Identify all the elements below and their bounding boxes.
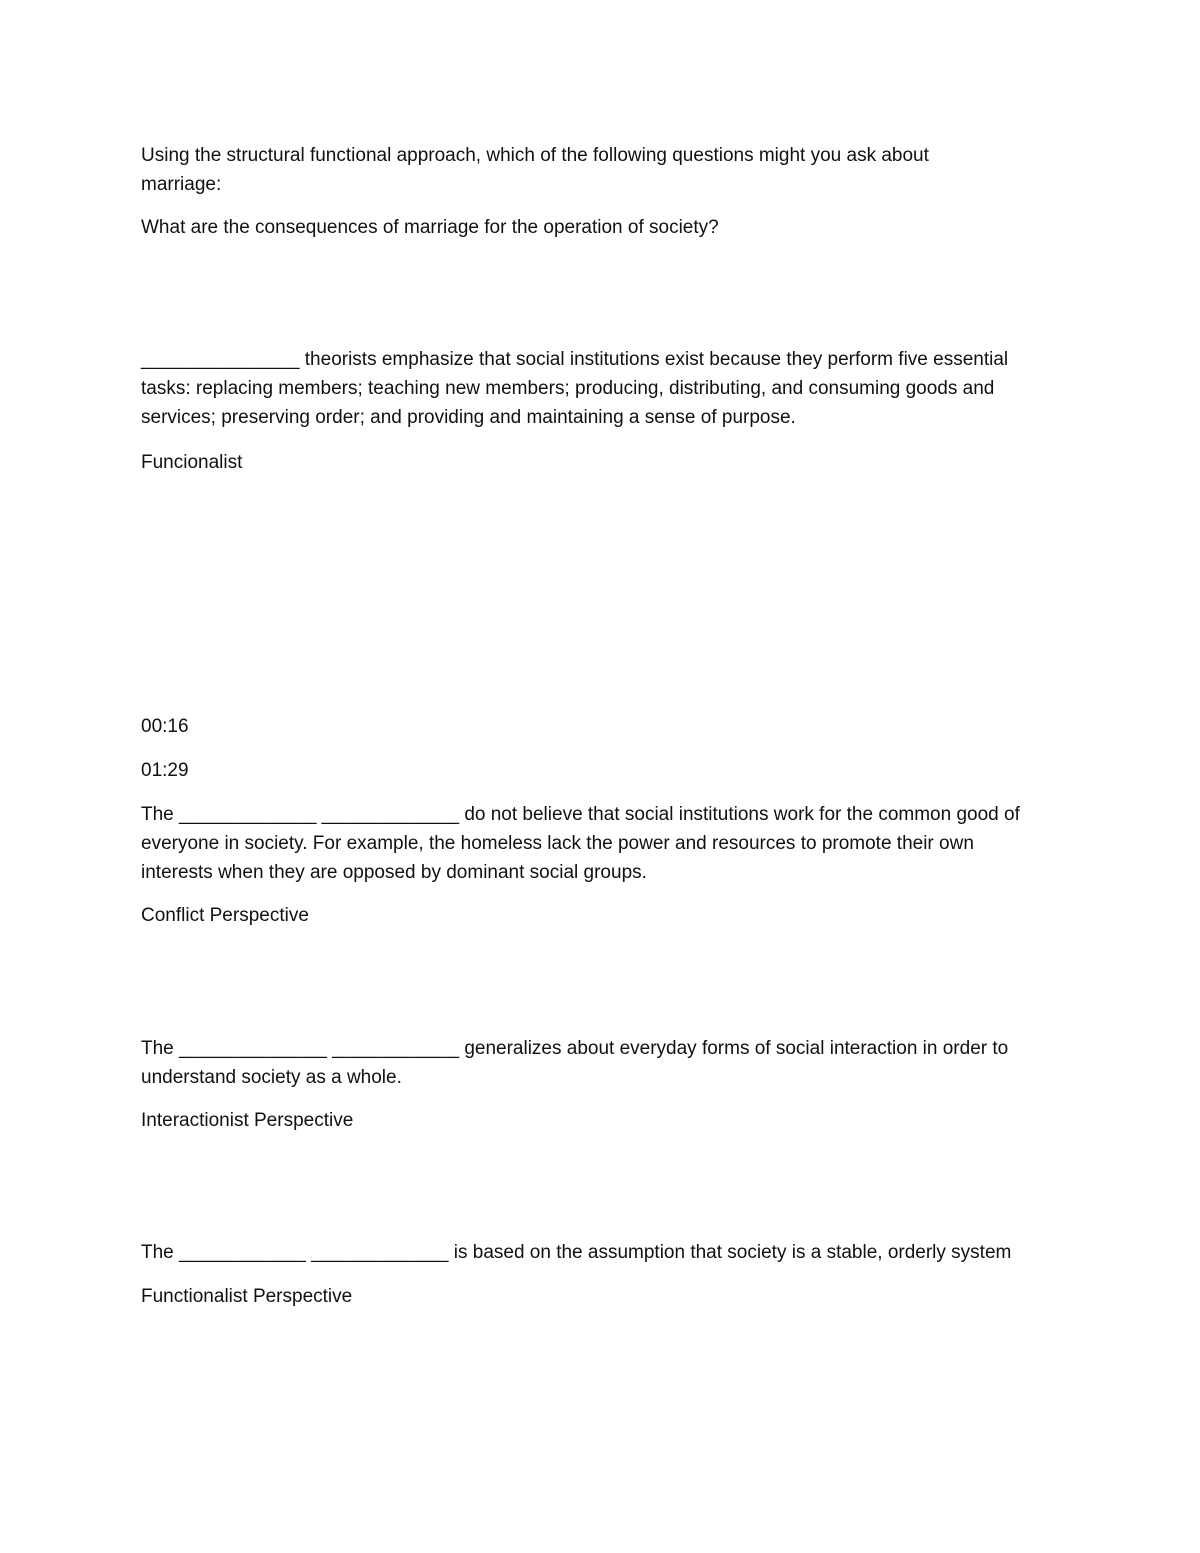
question-5 xyxy=(141,1238,1061,1267)
question-1-line-1: Using the structural functional approach, which of the following questions might you ask about xyxy=(141,145,929,166)
timestamp-1: 00:16 xyxy=(141,716,189,737)
answer-5: Functionalist Perspective xyxy=(141,1286,353,1307)
question-1-line-2: marriage: xyxy=(141,174,222,195)
question-4-line-1: The ______________ ____________ generalizes about everyday forms of social interaction in order to xyxy=(141,1038,1009,1059)
question-5-line-1: The ____________ _____________ is based on the assumption that society is a stable, orderly system xyxy=(141,1242,1012,1263)
question-3-line-1: The _____________ _____________ do not believe that social institutions work for the common good of xyxy=(141,804,1020,825)
question-4 xyxy=(141,1034,1061,1092)
answer-3: Conflict Perspective xyxy=(141,905,309,926)
question-4-line-2: understand society as a whole. xyxy=(141,1067,402,1088)
answer-4: Interactionist Perspective xyxy=(141,1110,354,1131)
timestamp-2: 01:29 xyxy=(141,760,189,781)
question-1 xyxy=(141,141,1061,199)
question-2-line-2: tasks: replacing members; teaching new members; producing, distributing, and consuming goods and xyxy=(141,378,995,399)
answer-2: Funcionalist xyxy=(141,452,243,473)
question-2-line-3: services; preserving order; and providing and maintaining a sense of purpose. xyxy=(141,407,796,428)
question-3 xyxy=(141,800,1061,887)
answer-1: What are the consequences of marriage for the operation of society? xyxy=(141,217,719,238)
question-3-line-2: everyone in society. For example, the homeless lack the power and resources to promote their own xyxy=(141,833,974,854)
question-3-line-3: interests when they are opposed by dominant social groups. xyxy=(141,862,647,883)
question-2 xyxy=(141,345,1061,432)
question-2-line-1: _______________ theorists emphasize that social institutions exist because they perform five essential xyxy=(141,349,1009,370)
